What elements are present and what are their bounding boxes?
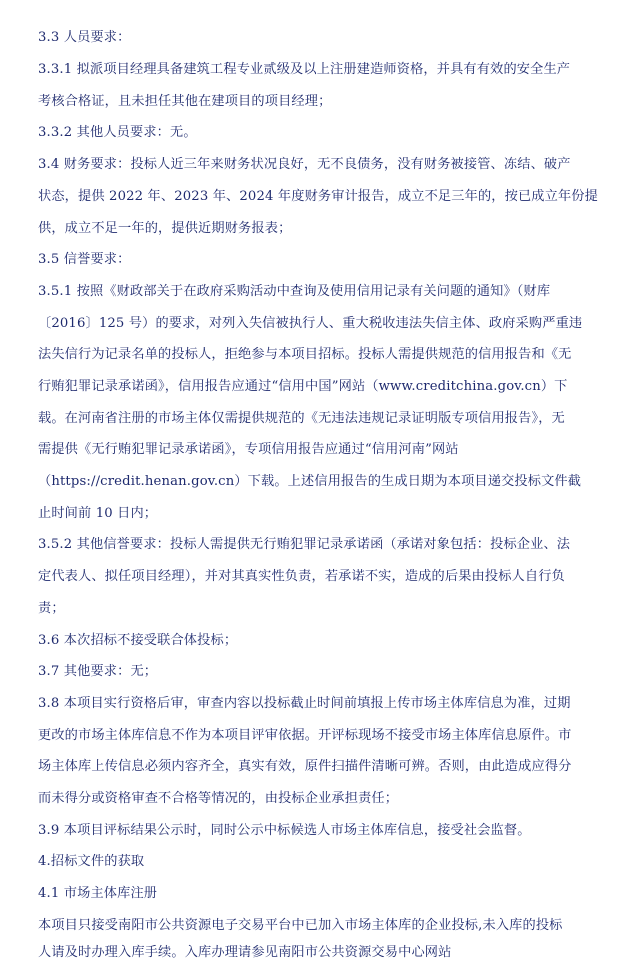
- text-line: 更改的市场主体库信息不作为本项目评审依据。开评标现场不接受市场主体库信息原件。市: [38, 728, 572, 743]
- text-line: 本项目只接受南阳市公共资源电子交易平台中已加入市场主体库的企业投标,未入库的投标: [38, 918, 563, 933]
- text-line: 4.1 市场主体库注册: [38, 886, 158, 901]
- text-line: 4.招标文件的获取: [38, 854, 145, 869]
- text-line: 3.3 人员要求：: [38, 30, 131, 45]
- text-line: 3.5.2 其他信誉要求：投标人需提供无行贿犯罪记录承诺函（承诺对象包括：投标企业、法: [38, 537, 571, 552]
- text-line: 供，成立不足一年的，提供近期财务报表；: [38, 221, 292, 236]
- text-line: 3.7 其他要求：无；: [38, 664, 158, 679]
- text-line: 3.8 本项目实行资格后审，审查内容以投标截止时间前填报上传市场主体库信息为准，过期: [38, 696, 571, 711]
- text-line: 场主体库上传信息必须内容齐全，真实有效，原件扫描件清晰可辨。否则，由此造成应得分: [38, 759, 572, 774]
- text-line: 3.3.1 拟派项目经理具备建筑工程专业贰级及以上注册建造师资格，并具有有效的安全生产: [38, 62, 571, 77]
- text-line: 而未得分或资格审查不合格等情况的，由投标企业承担责任；: [38, 791, 399, 806]
- text-line: 行贿犯罪记录承诺函》，信用报告应通过“信用中国”网站（www.creditchina.gov.cn）下: [38, 379, 568, 394]
- text-line: 3.9 本项目评标结果公示时，同时公示中标候选人市场主体库信息，接受社会监督。: [38, 823, 531, 838]
- text-line: 〔2016〕125 号）的要求，对列入失信被执行人、重大税收违法失信主体、政府采购严重违: [38, 316, 583, 331]
- text-line: 3.3.2 其他人员要求：无。: [38, 125, 197, 140]
- text-line: 人请及时办理入库手续。入库办理请参见南阳市公共资源交易中心网站: [38, 945, 452, 960]
- text-line: 3.5.1 按照《财政部关于在政府采购活动中查询及使用信用记录有关问题的通知》（财库: [38, 284, 551, 299]
- text-line: 需提供《无行贿犯罪记录承诺函》，专项信用报告应通过“信用河南”网站: [38, 442, 459, 457]
- text-line: 状态，提供 2022 年、2023 年、2024 年度财务审计报告，成立不足三年的，按已成立年份提: [38, 189, 598, 204]
- text-line: 止时间前 10 日内；: [38, 506, 158, 521]
- text-line: 定代表人、拟任项目经理），并对其真实性负责，若承诺不实，造成的后果由投标人自行负: [38, 569, 565, 584]
- text-line: （https://credit.henan.gov.cn）下载。上述信用报告的生成日期为本项目递交投标文件截: [38, 474, 582, 489]
- text-line: 考核合格证，且未担任其他在建项目的项目经理；: [38, 94, 332, 109]
- text-line: 责；: [38, 601, 65, 616]
- text-line: 法失信行为记录名单的投标人，拒绝参与本项目招标。投标人需提供规范的信用报告和《无: [38, 347, 572, 362]
- text-line: 3.6 本次招标不接受联合体投标；: [38, 633, 238, 648]
- text-line: 3.5 信誉要求：: [38, 252, 131, 267]
- text-line: 3.4 财务要求：投标人近三年来财务状况良好，无不良债务，没有财务被接管、冻结、破产: [38, 157, 571, 172]
- text-line: 载。在河南省注册的市场主体仅需提供规范的《无违法违规记录证明版专项信用报告》，无: [38, 411, 565, 426]
